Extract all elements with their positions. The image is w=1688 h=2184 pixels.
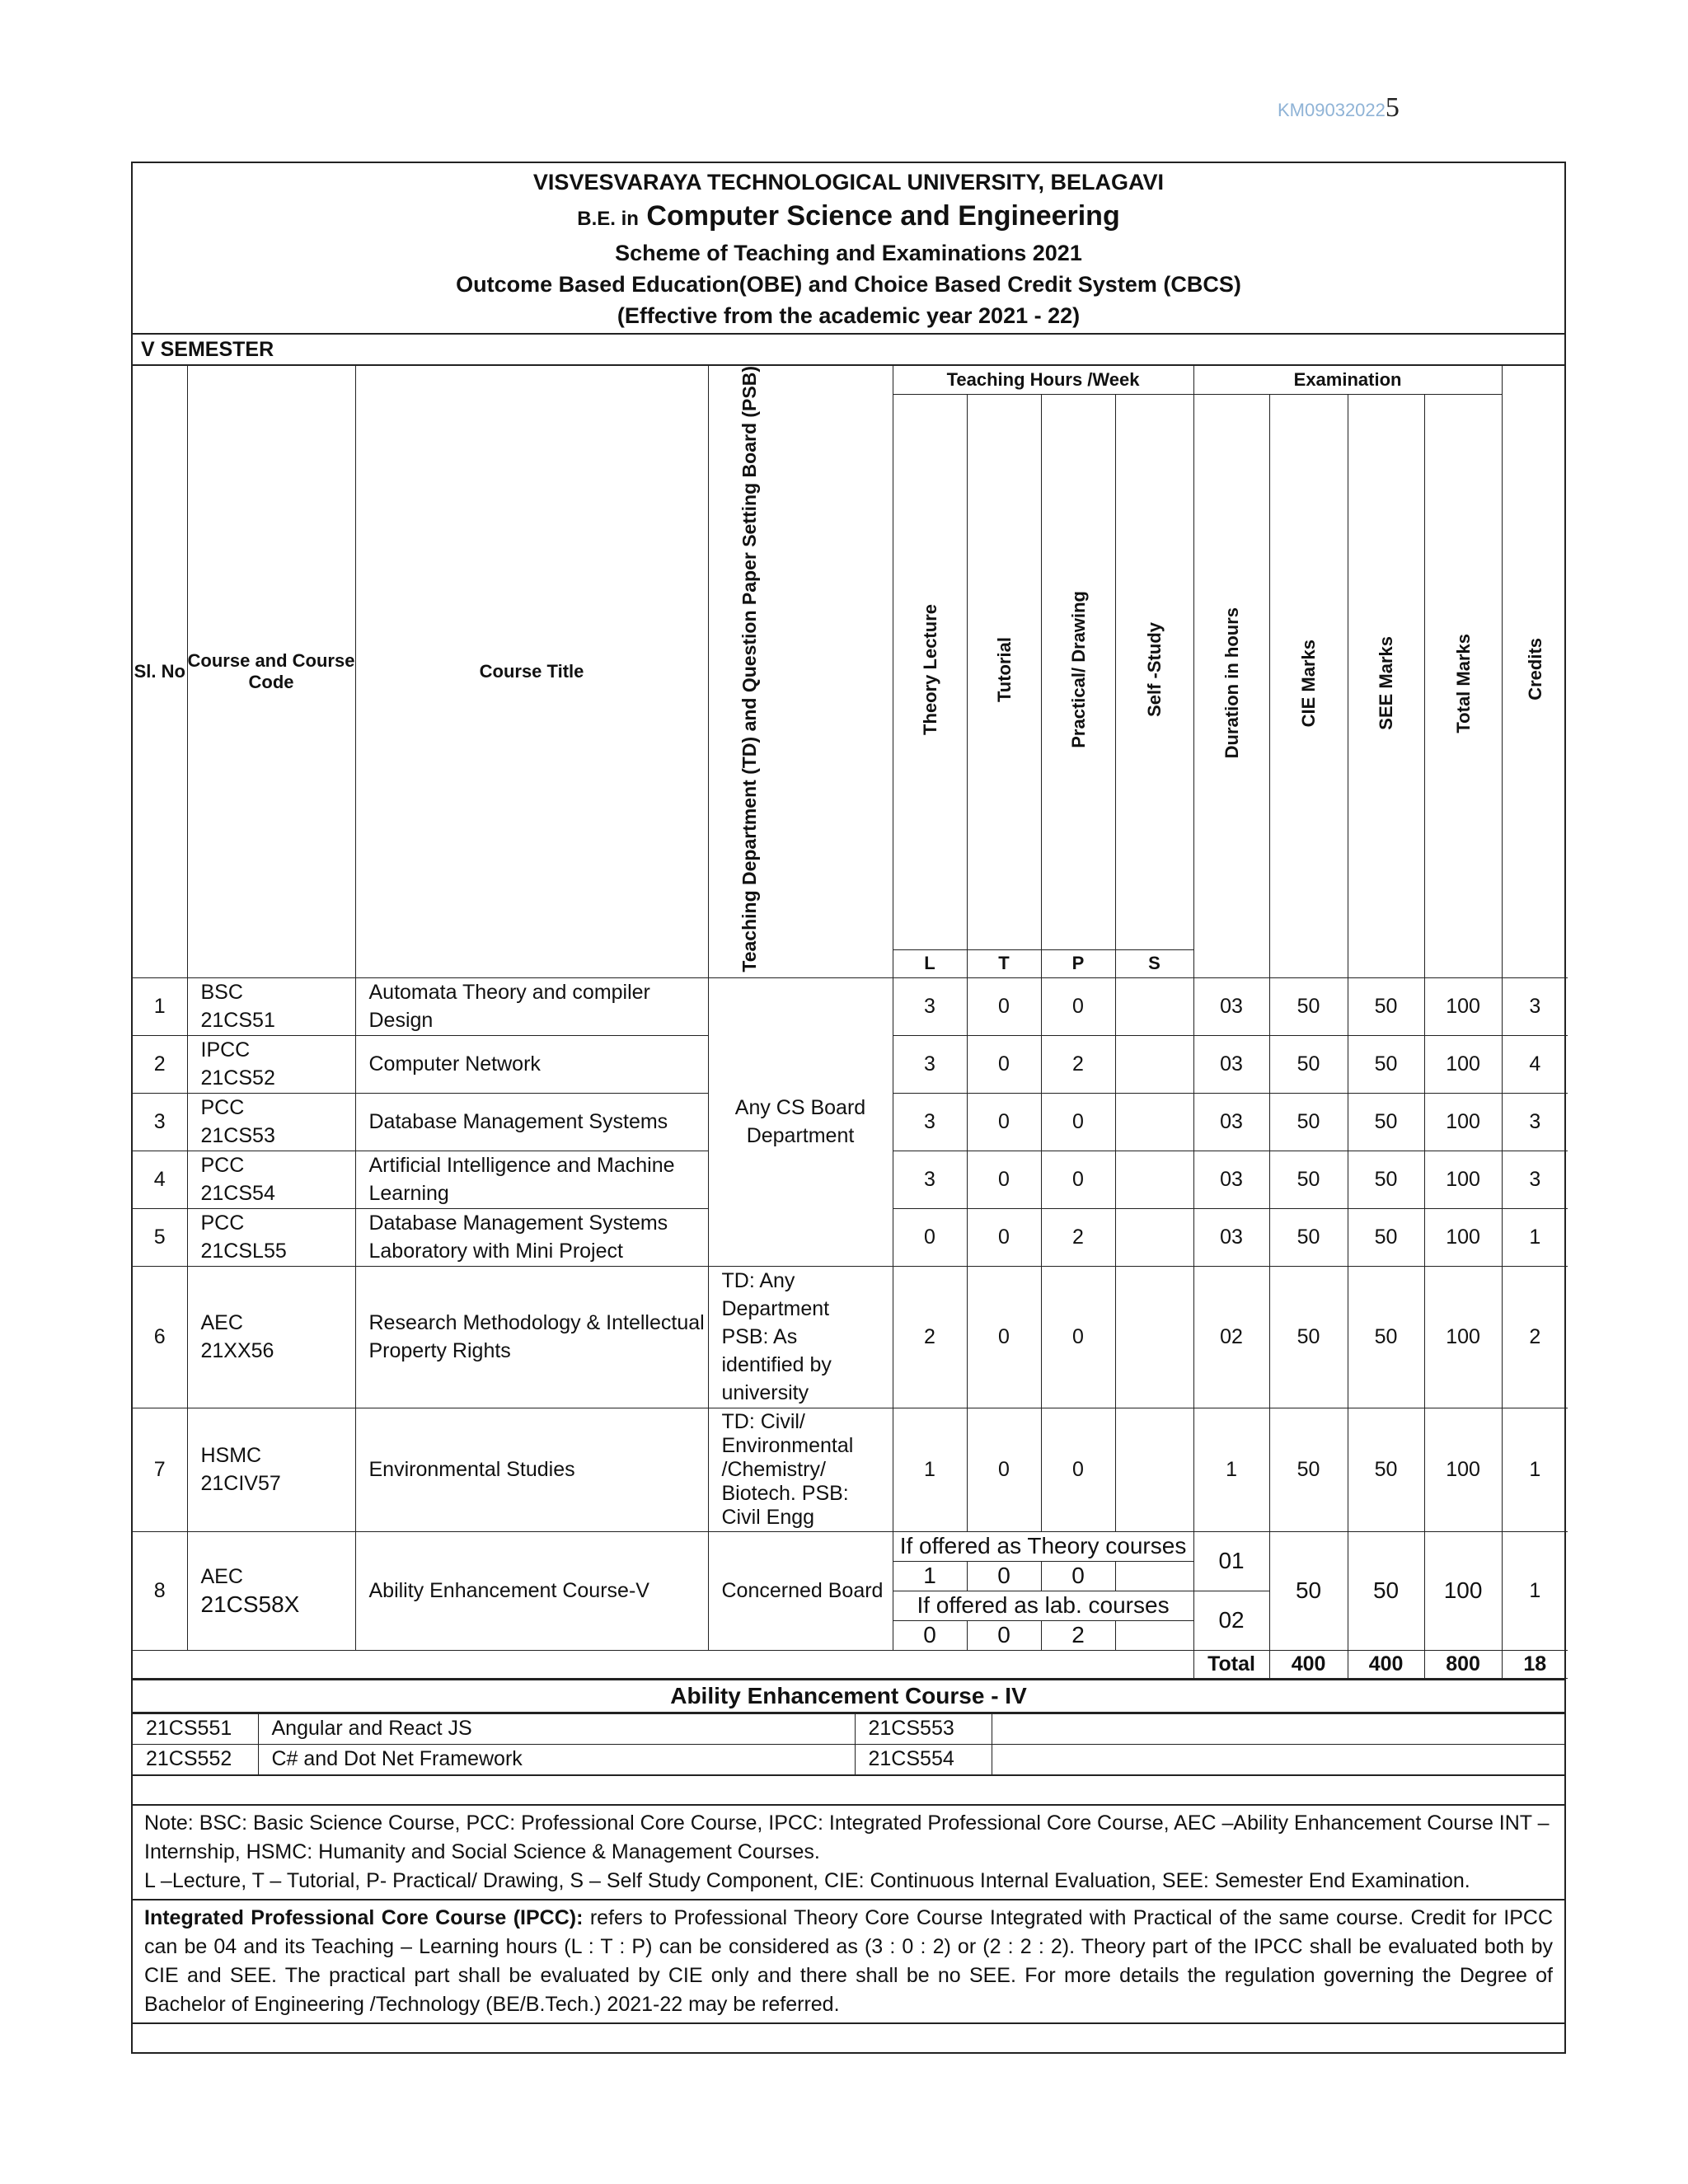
col-P: P: [1041, 949, 1115, 977]
col-teaching-dept: Teaching Department (TD) and Question Paper Setting Board (PSB): [708, 366, 893, 977]
lab-option-label: If offered as lab. courses: [893, 1591, 1193, 1620]
table-cell: [1115, 1408, 1193, 1531]
table-cell: 0: [967, 1093, 1041, 1151]
col-L: L: [893, 949, 967, 977]
table-cell: 50: [1348, 1035, 1424, 1093]
table-cell: HSMC 21CIV57: [187, 1408, 355, 1531]
table-cell: 400: [1269, 1650, 1348, 1678]
table-cell: 100: [1424, 1408, 1502, 1531]
table-cell: 0: [967, 977, 1041, 1035]
table-cell: [1115, 1093, 1193, 1151]
table-cell: 4: [1502, 1035, 1568, 1093]
table-row: [133, 1408, 1568, 1531]
table-cell: 8: [133, 1531, 187, 1650]
table-cell: 50: [1269, 1208, 1348, 1266]
table-cell: 2: [1041, 1035, 1115, 1093]
table-cell: 1: [1502, 1408, 1568, 1531]
table-cell: 50: [1348, 1093, 1424, 1151]
note-section: Note: BSC: Basic Science Course, PCC: Professional Core Course, IPCC: Integrated Professional Core Course, AEC –Ability Enhancement Course INT – Internship, HSMC: Humanity and Social Science & Management Courses. L –Lecture, T – Tutorial, P- Practical/ Drawing, S – Self Study Component, CIE: Continuous Internal Evaluation, SEE: Semester End Examination.: [133, 1806, 1564, 1900]
table-cell: 2: [893, 1266, 967, 1408]
table-cell: Database Management Systems Laboratory with Mini Project: [355, 1208, 708, 1266]
table-row: [133, 1744, 1564, 1774]
table-cell: 03: [1193, 1151, 1269, 1208]
table-cell: 0: [893, 1208, 967, 1266]
table-cell: 50: [1348, 1208, 1424, 1266]
table-cell: 50: [1269, 977, 1348, 1035]
page-number: 5: [1385, 92, 1400, 123]
degree-title: B.E. in Computer Science and Engineering: [577, 200, 1120, 232]
table-cell: [992, 1744, 1564, 1774]
table-cell: 50: [1269, 1266, 1348, 1408]
scheme-table: [133, 366, 1568, 1679]
table-cell: 03: [1193, 1093, 1269, 1151]
table-cell: 0: [1041, 1266, 1115, 1408]
table-cell: Total: [1193, 1650, 1269, 1678]
table-cell: 100: [1424, 1208, 1502, 1266]
table-cell: AEC 21CS58X: [187, 1531, 355, 1650]
col-T: T: [967, 949, 1041, 977]
table-row: [133, 1531, 1568, 1561]
table-cell: 1: [1193, 1408, 1269, 1531]
col-teaching-hours: Teaching Hours /Week: [893, 366, 1193, 394]
table-row: [133, 1266, 1568, 1408]
table-cell: 50: [1269, 1093, 1348, 1151]
table-cell: 02: [1193, 1266, 1269, 1408]
table-cell: Angular and React JS: [258, 1713, 855, 1744]
table-cell: 02: [1193, 1591, 1269, 1650]
table-cell: 100: [1424, 1531, 1502, 1650]
table-cell: [1115, 1266, 1193, 1408]
table-cell: 100: [1424, 1266, 1502, 1408]
table-cell: [1115, 1208, 1193, 1266]
table-cell: 0: [1041, 1151, 1115, 1208]
table-cell: 1: [893, 1408, 967, 1531]
table-cell: [992, 1713, 1564, 1744]
table-cell: [1115, 1620, 1193, 1650]
table-cell: 2: [1502, 1266, 1568, 1408]
table-cell: 0: [967, 1035, 1041, 1093]
table-cell: 21CS552: [133, 1744, 258, 1774]
table-cell: 800: [1424, 1650, 1502, 1678]
table-cell: 50: [1269, 1151, 1348, 1208]
table-cell: 03: [1193, 1208, 1269, 1266]
table-cell: 1: [893, 1561, 967, 1591]
table-cell: 3: [133, 1093, 187, 1151]
table-cell: 50: [1348, 1531, 1424, 1650]
col-practical: Practical/ Drawing: [1041, 394, 1115, 949]
table-cell: 100: [1424, 1151, 1502, 1208]
table-cell: Research Methodology & Intellectual Property Rights: [355, 1266, 708, 1408]
table-cell: 3: [1502, 977, 1568, 1035]
scheme-title: Scheme of Teaching and Examinations 2021: [615, 241, 1082, 265]
table-cell: 0: [967, 1208, 1041, 1266]
table-cell: 2: [1041, 1620, 1115, 1650]
table-cell: 01: [1193, 1531, 1269, 1591]
table-cell: 3: [893, 1035, 967, 1093]
ipcc-section: Integrated Professional Core Course (IPCC): refers to Professional Theory Core Course Integrated with Practical of the same course. Credit for IPCC can be 04 and its Teaching – Learning hours (L : T : P) can be considered as (3 : 0 : 2) or (2 : 2 : 2). Theory part of the IPCC shall be evaluated both by CIE and SEE. The practical part shall be evaluated by CIE only and there shall be no SEE. For more details the regulation governing the Degree of Bachelor of Engineering /Technology (BE/B.Tech.) 2021-22 may be referred.: [133, 1900, 1564, 2024]
table-cell: TD: Civil/ Environmental /Chemistry/ Biotech. PSB: Civil Engg: [708, 1408, 893, 1531]
table-cell: 7: [133, 1408, 187, 1531]
page-code: [1278, 92, 1400, 124]
dept-any-cs-board: Any CS Board Department: [708, 977, 893, 1266]
table-cell: 50: [1269, 1531, 1348, 1650]
semester-label: V SEMESTER: [133, 335, 1564, 366]
col-tutorial: Tutorial: [967, 394, 1041, 949]
col-course-title: Course Title: [355, 366, 708, 977]
table-cell: 0: [967, 1266, 1041, 1408]
table-cell: [1115, 1035, 1193, 1093]
col-theory: Theory Lecture: [893, 394, 967, 949]
table-cell: 21CS553: [855, 1713, 992, 1744]
col-examination: Examination: [1193, 366, 1502, 394]
table-cell: [1115, 1151, 1193, 1208]
table-cell: 3: [1502, 1093, 1568, 1151]
table-cell: PCC 21CSL55: [187, 1208, 355, 1266]
table-cell: [1115, 977, 1193, 1035]
table-cell: 0: [1041, 1561, 1115, 1591]
table-cell: 100: [1424, 977, 1502, 1035]
table-row: [133, 1713, 1564, 1744]
scheme-document: [131, 162, 1566, 2054]
table-cell: 0: [967, 1408, 1041, 1531]
col-slno: Sl. No: [133, 366, 187, 977]
table-cell: 21CS551: [133, 1713, 258, 1744]
university-name: VISVESVARAYA TECHNOLOGICAL UNIVERSITY, BELAGAVI: [532, 170, 1165, 194]
table-cell: 18: [1502, 1650, 1568, 1678]
table-cell: 6: [133, 1266, 187, 1408]
col-self-study: Self -Study: [1115, 394, 1193, 949]
table-cell: Artificial Intelligence and Machine Learning: [355, 1151, 708, 1208]
table-cell: BSC 21CS51: [187, 977, 355, 1035]
document-header: [133, 163, 1564, 335]
table-cell: 1: [1502, 1208, 1568, 1266]
table-cell: 0: [967, 1561, 1041, 1591]
system-title: Outcome Based Education(OBE) and Choice Based Credit System (CBCS): [456, 272, 1241, 297]
table-cell: 0: [1041, 1093, 1115, 1151]
table-cell: 50: [1269, 1408, 1348, 1531]
table-cell: 3: [1502, 1151, 1568, 1208]
table-cell: 5: [133, 1208, 187, 1266]
totals-row: [133, 1650, 1568, 1678]
table-cell: 50: [1348, 1151, 1424, 1208]
table-cell: 1: [133, 977, 187, 1035]
table-cell: 3: [893, 977, 967, 1035]
table-cell: 100: [1424, 1035, 1502, 1093]
table-cell: 21CS554: [855, 1744, 992, 1774]
table-cell: 1: [1502, 1531, 1568, 1650]
table-cell: TD: Any Department PSB: As identified by university: [708, 1266, 893, 1408]
theory-option-label: If offered as Theory courses: [893, 1531, 1193, 1561]
table-cell: 0: [1041, 1408, 1115, 1531]
col-duration: Duration in hours: [1193, 394, 1269, 977]
col-cie: CIE Marks: [1269, 394, 1348, 977]
table-cell: AEC 21XX56: [187, 1266, 355, 1408]
table-cell: 100: [1424, 1093, 1502, 1151]
aec-title: Ability Enhancement Course - IV: [133, 1679, 1564, 1713]
table-cell: PCC 21CS53: [187, 1093, 355, 1151]
col-see: SEE Marks: [1348, 394, 1424, 977]
effective-year: (Effective from the academic year 2021 - 22): [617, 303, 1081, 328]
table-cell: 0: [1041, 977, 1115, 1035]
table-cell: 2: [1041, 1208, 1115, 1266]
table-cell: 3: [893, 1093, 967, 1151]
table-cell: 03: [1193, 977, 1269, 1035]
table-cell: [133, 1650, 1193, 1678]
col-S: S: [1115, 949, 1193, 977]
table-cell: 0: [893, 1620, 967, 1650]
col-total: Total Marks: [1424, 394, 1502, 977]
table-cell: Environmental Studies: [355, 1408, 708, 1531]
table-cell: 4: [133, 1151, 187, 1208]
page-code-text: KM09032022: [1278, 100, 1386, 120]
table-cell: 50: [1348, 977, 1424, 1035]
table-cell: [1115, 1561, 1193, 1591]
table-cell: Automata Theory and compiler Design: [355, 977, 708, 1035]
table-cell: 2: [133, 1035, 187, 1093]
table-cell: Ability Enhancement Course-V: [355, 1531, 708, 1650]
table-cell: 3: [893, 1151, 967, 1208]
aec-table: [133, 1713, 1564, 1775]
table-cell: 50: [1348, 1266, 1424, 1408]
table-cell: Computer Network: [355, 1035, 708, 1093]
table-cell: PCC 21CS54: [187, 1151, 355, 1208]
col-credits: Credits: [1502, 366, 1568, 977]
col-course-code: Course and Course Code: [187, 366, 355, 977]
table-cell: Database Management Systems: [355, 1093, 708, 1151]
table-cell: 50: [1348, 1408, 1424, 1531]
table-cell: IPCC 21CS52: [187, 1035, 355, 1093]
table-cell: 400: [1348, 1650, 1424, 1678]
table-row: [133, 977, 1568, 1035]
table-cell: 0: [967, 1151, 1041, 1208]
table-cell: C# and Dot Net Framework: [258, 1744, 855, 1774]
table-cell: 50: [1269, 1035, 1348, 1093]
table-cell: 03: [1193, 1035, 1269, 1093]
table-cell: 0: [967, 1620, 1041, 1650]
table-cell: Concerned Board: [708, 1531, 893, 1650]
